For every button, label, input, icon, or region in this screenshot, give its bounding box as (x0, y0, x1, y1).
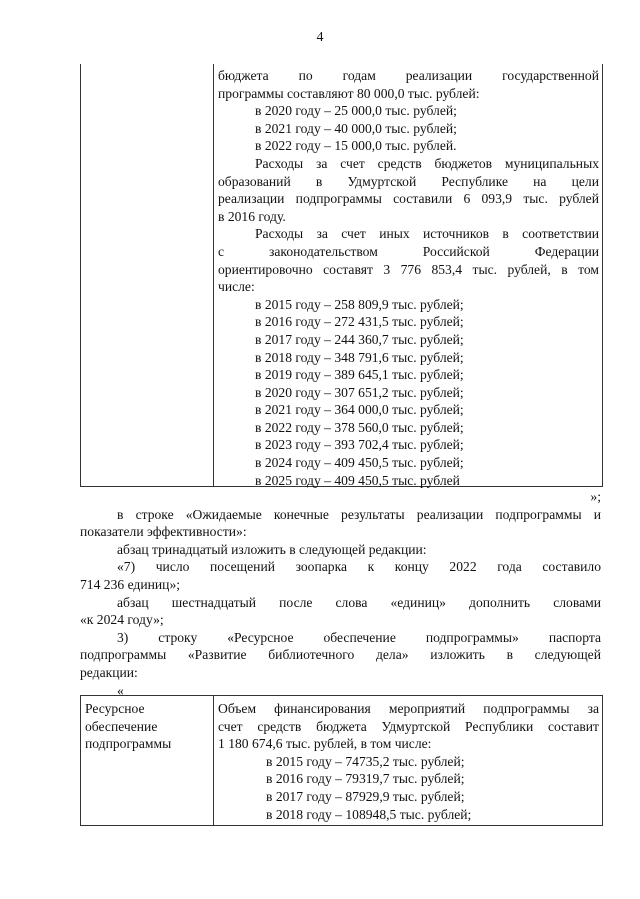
table-column-divider (213, 696, 214, 825)
page-number: 4 (316, 30, 324, 45)
text-line: подпрограммы (85, 736, 172, 752)
text-line: бюджета по годам реализации государственной (218, 68, 599, 83)
text-line: обеспечение (85, 718, 158, 734)
text-line: «к 2024 году»; (80, 612, 164, 628)
list-item: в 2016 году – 272 431,5 тыс. рублей; (255, 314, 464, 330)
list-item: в 2025 году – 409 450,5 тыс. рублей (255, 472, 460, 488)
list-item: в 2019 году – 389 645,1 тыс. рублей; (255, 367, 464, 383)
text-line: программы составляют 80 000,0 тыс. рублей: (218, 85, 480, 101)
list-item: в 2021 году – 364 000,0 тыс. рублей; (255, 402, 464, 418)
text-line: «7) число посещений зоопарка к концу 2022 года составило (117, 559, 601, 575)
list-item: в 2016 году – 79319,7 тыс. рублей; (266, 771, 465, 787)
list-item: в 2020 году – 25 000,0 тыс. рублей; (255, 103, 457, 119)
closing-quote: »; (590, 489, 601, 504)
list-item: в 2015 году – 258 809,9 тыс. рублей; (255, 296, 464, 312)
list-item: в 2018 году – 108948,5 тыс. рублей; (266, 806, 472, 822)
resource-table-library (80, 695, 603, 826)
text-line: 714 236 единиц»; (80, 576, 181, 592)
text-line: числе: (218, 279, 255, 295)
list-item: в 2024 году – 409 450,5 тыс. рублей; (255, 455, 464, 471)
text-line: абзац шестнадцатый после слова «единиц» дополнить словами (117, 594, 601, 610)
text-line: ориентировочно составят 3 776 853,4 тыс. рублей, в том (218, 261, 599, 277)
text-line: абзац тринадцатый изложить в следующей редакции: (117, 541, 427, 557)
text-line: редакции: (80, 664, 138, 680)
list-item: в 2015 году – 74735,2 тыс. рублей; (266, 753, 465, 769)
opening-quote: « (117, 682, 124, 698)
text-line: реализации подпрограммы составили 6 093,9 тыс. рублей (218, 191, 599, 207)
list-item: в 2022 году – 378 560,0 тыс. рублей; (255, 419, 464, 435)
text-line: подпрограммы «Развитие библиотечного дела» изложить в следующей (80, 647, 601, 663)
list-item: в 2023 году – 393 702,4 тыс. рублей; (255, 437, 464, 453)
resource-table-continuation (80, 64, 603, 487)
text-line: показатели эффективности»: (80, 524, 247, 540)
table-right-cell (218, 67, 599, 489)
text-line: с законодательством Российской Федерации (218, 243, 599, 259)
text-line: в строке «Ожидаемые конечные результаты реализации подпрограммы и (117, 506, 601, 522)
list-item: в 2022 году – 15 000,0 тыс. рублей. (255, 138, 457, 154)
text-line: 3) строку «Ресурсное обеспечение подпрограммы» паспорта (117, 629, 601, 645)
list-item: в 2021 году – 40 000,0 тыс. рублей; (255, 120, 457, 136)
table-column-divider (213, 64, 214, 486)
document-body (80, 488, 601, 699)
list-item: в 2017 году – 87929,9 тыс. рублей; (266, 788, 465, 804)
text-line: Ресурсное (85, 701, 145, 716)
text-line: Расходы за счет средств бюджетов муниципальных (255, 155, 599, 171)
text-line: счет средств бюджета Удмуртской Республики составит (218, 718, 599, 734)
table-right-cell (218, 700, 599, 823)
text-line: в 2016 году. (218, 208, 286, 224)
text-line: образований в Удмуртской Республике на цели (218, 173, 599, 189)
list-item: в 2017 году – 244 360,7 тыс. рублей; (255, 331, 464, 347)
list-item: в 2018 году – 348 791,6 тыс. рублей; (255, 349, 464, 365)
text-line: 1 180 674,6 тыс. рублей, в том числе: (218, 736, 432, 752)
text-line: Объем финансирования мероприятий подпрограммы за (218, 701, 599, 716)
list-item: в 2020 году – 307 651,2 тыс. рублей; (255, 384, 464, 400)
table-left-cell (85, 700, 210, 753)
text-line: Расходы за счет иных источников в соответствии (255, 226, 599, 242)
